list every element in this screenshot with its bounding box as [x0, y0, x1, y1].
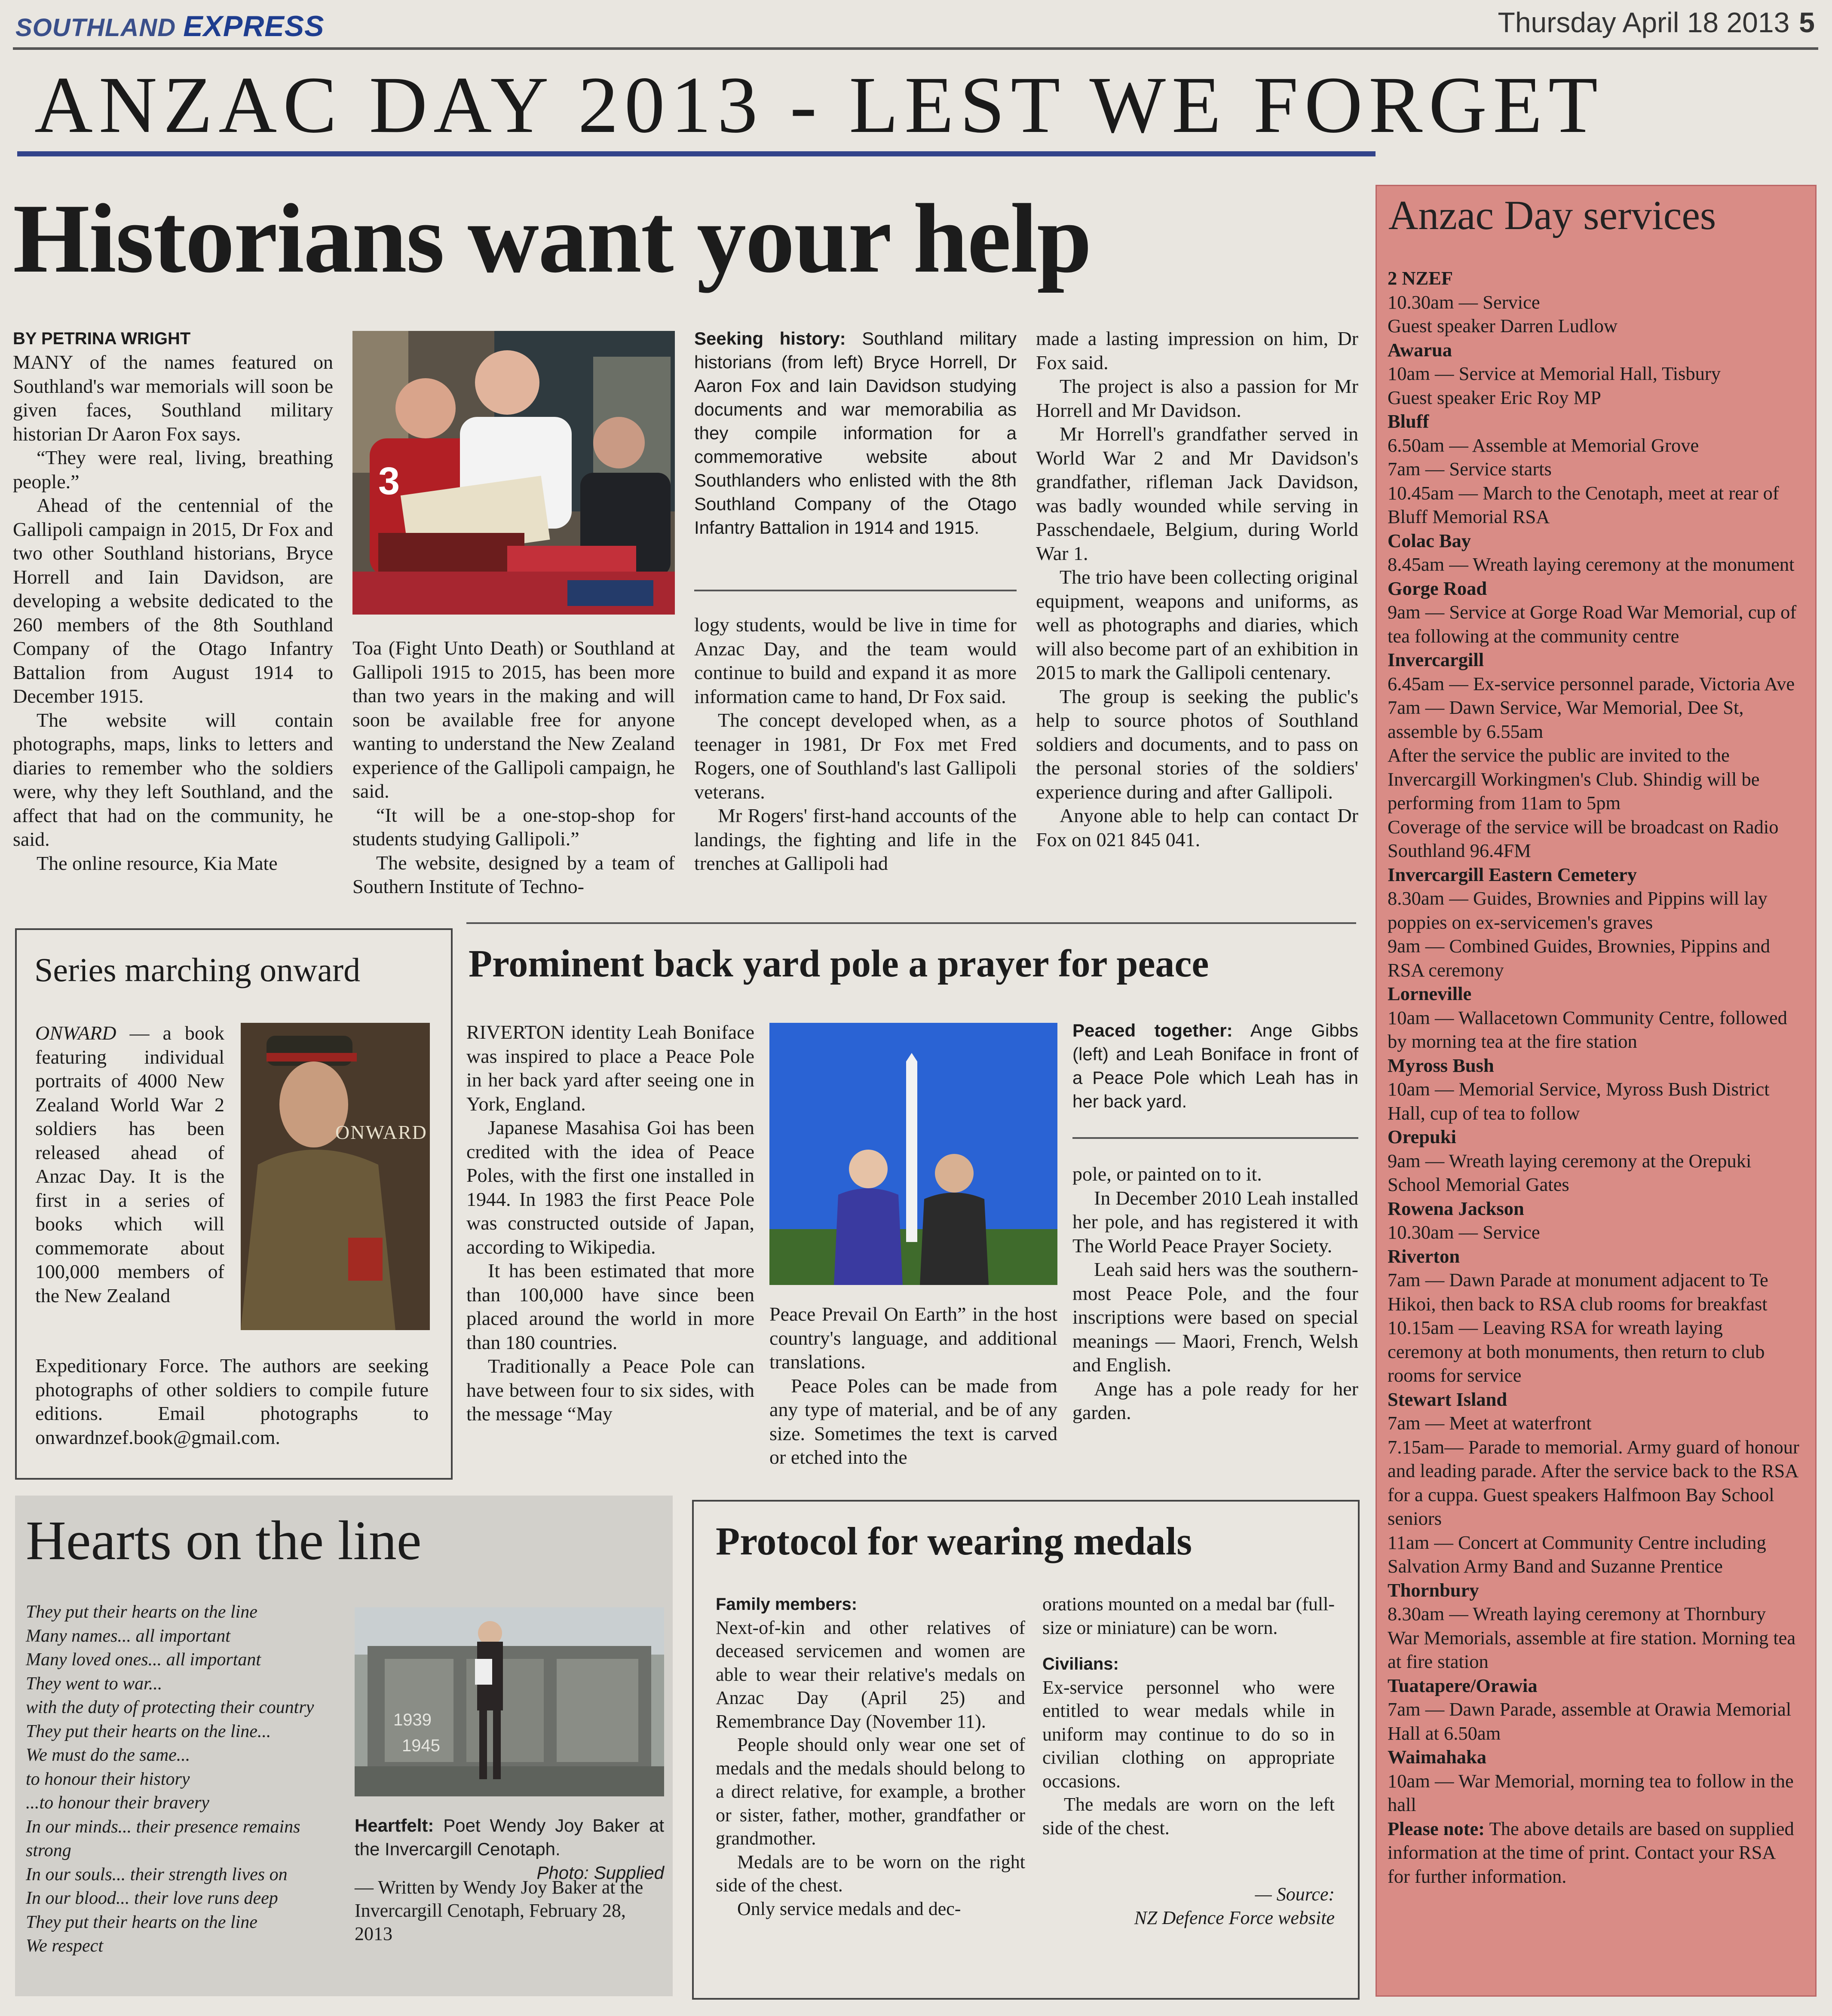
paragraph: Peace Poles can be made from any type of material, and be of any size. Sometimes the text is carved or etched into the: [769, 1374, 1057, 1468]
service-location: Awarua: [1388, 339, 1452, 361]
poem-line: They put their hearts on the line...: [26, 1721, 271, 1741]
service-line: 8.45am — Wreath laying ceremony at the monument: [1388, 554, 1795, 575]
paragraph: pole, or painted on to it.: [1072, 1163, 1262, 1185]
paragraph: Mr Horrell's grandfather served in World War 2 and Mr Davidson's grandfather, rifleman Jack Davidson, was badly wounded while serving in Passchendaele, Belgium, during World War 1.: [1036, 423, 1358, 564]
paragraph: The group is seeking the public's help to source photos of Southland soldiers and documents, and to pass on the personal stories of the soldiers' experience during and after Gallipoli.: [1036, 685, 1358, 803]
paragraph: Traditionally a Peace Pole can have between four to six sides, with the message “May: [466, 1355, 754, 1425]
caption-text: Southland military historians (from left) Bryce Horrell, Dr Aaron Fox and Iain Davidson studying documents and war memorabilia as they compile information for a commemorative website about Southlanders who enlisted with the 8th Southland Company of the Otago Infantry Battalion in 1914 and 1915.: [694, 328, 1017, 538]
service-location: Rowena Jackson: [1388, 1197, 1524, 1219]
service-location: Tuatapere/Orawia: [1388, 1674, 1538, 1696]
poem-line: In our blood... their love runs deep: [26, 1888, 278, 1908]
paragraph: The medals are worn on the left side of the chest.: [1042, 1794, 1335, 1839]
service-line: 7am — Dawn Service, War Memorial, Dee St, assemble by 6.55am: [1388, 697, 1744, 742]
service-location: Myross Bush: [1388, 1054, 1494, 1076]
service-location: Gorge Road: [1388, 577, 1487, 599]
peace-column-1: [466, 1020, 754, 1426]
note-text: The above details are based on supplied information at the time of print. Contact your RSA for further information.: [1388, 1817, 1794, 1887]
series-text: — a book featuring individual portraits of 4000 New Zealand World War 2 soldiers has been released ahead of Anzac Day. It is the first in a series of books which will commemorate about 100,000 members of the New Zealand: [35, 1022, 224, 1306]
byline: BY PETRINA WRIGHT: [13, 329, 191, 348]
service-location: Orepuki: [1388, 1126, 1456, 1147]
poem-line: Many loved ones... all important: [26, 1650, 261, 1670]
service-line: 10am — War Memorial, morning tea to follow in the hall: [1388, 1770, 1794, 1815]
service-location: Riverton: [1388, 1245, 1460, 1267]
service-entry: [1388, 1197, 1800, 1245]
book-cover-title: ONWARD: [335, 1121, 427, 1143]
service-line: 8.30am — Guides, Brownies and Pippins will lay poppies on ex-servicemen's graves: [1388, 887, 1768, 933]
paragraph: The website will contain photographs, maps, links to letters and diaries to remember who the soldiers were, why they left Southland, and the affect that had on the community, he said.: [13, 709, 333, 850]
peace-pole-photo: [769, 1023, 1057, 1285]
poem-line: We must do the same...: [26, 1745, 190, 1765]
caption-text: Poet Wendy Joy Baker at the Invercargill Cenotaph.: [355, 1815, 664, 1859]
service-location: Colac Bay: [1388, 529, 1471, 551]
service-entry: [1388, 1674, 1800, 1746]
service-entry: [1388, 1388, 1800, 1579]
peace-column-2: [769, 1302, 1057, 1469]
paragraph: MANY of the names featured on Southland's war memorials will soon be given faces, Southland military historian Dr Aaron Fox says.: [13, 351, 333, 445]
paragraph: The project is also a passion for Mr Horrell and Mr Davidson.: [1036, 375, 1358, 421]
paragraph: Medals are to be worn on the right side of the chest.: [716, 1851, 1025, 1896]
service-line: 7.15am— Parade to memorial. Army guard of honour and leading parade. After the service back to the RSA for a cuppa. Guest speakers Halfmoon Bay School seniors: [1388, 1436, 1799, 1529]
main-headline: Historians want your help: [13, 184, 1091, 293]
service-entry: [1388, 1745, 1800, 1817]
poem-line: In our minds... their presence remains strong: [26, 1817, 300, 1860]
caption-label: Seeking history:: [694, 328, 846, 349]
cenotaph-art: [355, 1607, 664, 1796]
service-line: 7am — Meet at waterfront: [1388, 1412, 1592, 1434]
poem-line: ...to honour their bravery: [26, 1793, 209, 1813]
paragraph: Japanese Masahisa Goi has been credited with the idea of Peace Poles, with the first one installed in 1944. In 1983 the first Peace Pole was constructed outside of Japan, according to Wikipedia.: [466, 1117, 754, 1258]
series-text-narrow: [35, 1021, 224, 1307]
service-entry: [1388, 529, 1800, 577]
paragraph: RIVERTON identity Leah Boniface was inspired to place a Peace Pole in her back yard after seeing one in York, England.: [466, 1021, 754, 1115]
service-location: Bluff: [1388, 410, 1429, 432]
service-location: Stewart Island: [1388, 1388, 1507, 1410]
service-line: 10am — Service at Memorial Hall, Tisbury: [1388, 363, 1721, 384]
service-line: 10.30am — Service: [1388, 291, 1540, 313]
paragraph: Next-of-kin and other relatives of deceased servicemen and women are able to wear their relative's medals on Anzac Day (April 25) and Remembrance Day (November 11).: [716, 1617, 1025, 1732]
section-divider: [466, 922, 1356, 924]
issue-date: Thursday April 18 2013: [1498, 6, 1790, 38]
banner-rule: [17, 151, 1376, 156]
poem: [26, 1600, 344, 1958]
main-column-2: [352, 636, 675, 899]
poem-line: They went to war...: [26, 1673, 162, 1694]
service-line: 11am — Concert at Community Centre including Salvation Army Band and Suzanne Prentice: [1388, 1531, 1766, 1577]
hearts-caption: [355, 1814, 664, 1884]
paragraph: Mr Rogers' first-hand accounts of the landings, the fighting and life in the trenches at Gallipoli had: [694, 805, 1017, 874]
poem-line: Many names... all important: [26, 1626, 230, 1646]
service-line: Guest speaker Eric Roy MP: [1388, 386, 1601, 408]
caption-text: Ange Gibbs (left) and Leah Boniface in front of a Peace Pole which Leah has in her back yard.: [1072, 1020, 1358, 1111]
svg-text:3: 3: [378, 460, 400, 503]
service-line: Guest speaker Darren Ludlow: [1388, 315, 1618, 337]
service-entry: [1388, 266, 1800, 338]
series-text-wide: Expeditionary Force. The authors are seeking photographs of other soldiers to compile future editions. Email photographs to onwardnzef.book@gmail.com.: [35, 1355, 429, 1448]
service-location: Thornbury: [1388, 1579, 1479, 1601]
service-location: Invercargill Eastern Cemetery: [1388, 863, 1637, 885]
newspaper-logo: SOUTHLAND EXPRESS: [15, 10, 325, 43]
hearts-title: Hearts on the line: [26, 1510, 422, 1572]
service-entry: [1388, 577, 1800, 649]
poem-line: with the duty of protecting their country: [26, 1698, 314, 1717]
paragraph: Anyone able to help can contact Dr Fox on 021 845 041.: [1036, 805, 1358, 850]
paragraph: Toa (Fight Unto Death) or Southland at Gallipoli 1915 to 2015, has been more than two years in the making and will soon be available free for anyone wanting to understand the New Zealand experience of the Gallipoli campaign, he said.: [352, 637, 675, 802]
paragraph: Only service medals and dec-: [737, 1898, 961, 1919]
subheading-family: Family members:: [716, 1595, 858, 1614]
plaque-year-end: 1945: [402, 1736, 440, 1755]
peace-pole-art: [769, 1023, 1057, 1285]
paragraph: The website, designed by a team of Southern Institute of Techno-: [352, 851, 675, 897]
service-line: 9am — Combined Guides, Brownies, Pippins and RSA ceremony: [1388, 935, 1770, 981]
note-label: Please note:: [1388, 1817, 1485, 1839]
paragraph: It has been estimated that more than 100,000 have since been placed around the world in more than 180 countries.: [466, 1260, 754, 1353]
poem-line: In our souls... their strength lives on: [26, 1864, 288, 1884]
medals-title: Protocol for wearing medals: [716, 1519, 1192, 1563]
paragraph: logy students, would be live in time for Anzac Day, and the team would continue to build and expand it as more information came to hand, Dr Fox said.: [694, 614, 1017, 707]
section-banner: ANZAC DAY 2013 - LEST WE FORGET: [34, 60, 1604, 150]
paragraph: The concept developed when, as a teenager in 1981, Dr Fox met Fred Rogers, one of Southland's last Gallipoli veterans.: [694, 709, 1017, 803]
subheading-civilians: Civilians:: [1042, 1655, 1119, 1673]
service-entry: [1388, 1245, 1800, 1388]
main-column-3: [694, 613, 1017, 875]
medals-column-2: [1042, 1593, 1335, 1930]
service-entry: [1388, 982, 1800, 1054]
peace-caption: [1072, 1019, 1358, 1113]
book-title-italic: ONWARD: [35, 1022, 116, 1044]
historians-photo-art: [352, 331, 675, 615]
peace-column-3: [1072, 1162, 1358, 1425]
photo-credit: Photo: Supplied: [536, 1863, 664, 1883]
paragraph: “It will be a one-stop-shop for students studying Gallipoli.”: [352, 804, 675, 850]
service-line: 6.45am — Ex-service personnel parade, Victoria Ave: [1388, 673, 1795, 694]
paragraph: orations mounted on a medal bar (full-size or miniature) can be worn.: [1042, 1594, 1335, 1638]
paragraph: The trio have been collecting original equipment, weapons and uniforms, as well as photographs and diaries, which will also become part of an exhibition in 2015 to mark the Gallipoli centenary.: [1036, 566, 1358, 683]
service-location: Lorneville: [1388, 983, 1472, 1004]
service-line: 9am — Wreath laying ceremony at the Orepuki School Memorial Gates: [1388, 1150, 1752, 1195]
paragraph: Leah said hers was the southern-most Peace Pole, and the four inscriptions were based on special meanings — Maori, French, Welsh and English.: [1072, 1258, 1358, 1376]
service-entry: [1388, 1054, 1800, 1126]
paragraph: “They were real, living, breathing people.”: [13, 447, 333, 493]
service-line: 10.30am — Service: [1388, 1221, 1540, 1243]
source-name: NZ Defence Force website: [1134, 1907, 1335, 1928]
service-line: 8.30am — Wreath laying ceremony at Thornbury War Memorials, assemble at fire station. Morning tea at fire station: [1388, 1603, 1796, 1672]
caption-rule: [694, 590, 1017, 591]
historians-caption: [694, 327, 1017, 539]
poem-line: We respect: [26, 1936, 103, 1956]
service-line: 7am — Dawn Parade, assemble at Orawia Memorial Hall at 6.50am: [1388, 1698, 1792, 1744]
service-location: 2 NZEF: [1388, 267, 1453, 289]
service-line: 7am — Dawn Parade at monument adjacent to Te Hikoi, then back to RSA club rooms for breakfast: [1388, 1269, 1768, 1315]
paragraph: Peace Prevail On Earth” in the host country's language, and additional translations.: [769, 1303, 1057, 1373]
paragraph: Ange has a pole ready for her garden.: [1072, 1377, 1358, 1423]
paragraph: In December 2010 Leah installed her pole, and has registered it with The World Peace Prayer Society.: [1072, 1187, 1358, 1257]
poem-line: They put their hearts on the line: [26, 1912, 257, 1932]
poem-line: to honour their history: [26, 1769, 190, 1789]
paragraph: Ex-service personnel who were entitled to wear medals while in uniform may continue to do so in civilian clothing on appropriate occasions.: [1042, 1676, 1335, 1792]
cenotaph-photo: [355, 1607, 664, 1796]
source-label: — Source:: [1255, 1884, 1335, 1905]
service-location: Invercargill: [1388, 649, 1484, 670]
service-entry: [1388, 410, 1800, 529]
service-line: 10.15am — Leaving RSA for wreath laying ceremony at both monuments, then return to club rooms for service: [1388, 1317, 1765, 1386]
historians-photo: [352, 331, 675, 615]
service-entry: [1388, 338, 1800, 410]
book-cover-image: [241, 1023, 430, 1330]
paragraph: People should only wear one set of medals and the medals should belong to a direct relative, for example, a brother or sister, father, mother, grandfather or grandmother.: [716, 1734, 1025, 1849]
page-number: 5: [1799, 6, 1815, 38]
medals-column-1: [716, 1593, 1025, 1921]
poem-line: They put their hearts on the line: [26, 1602, 257, 1622]
caption-label: Heartfelt:: [355, 1815, 434, 1836]
service-entry: [1388, 863, 1800, 982]
plaque-year-start: 1939: [393, 1710, 432, 1729]
poem-credit: — Written by Wendy Joy Baker at the Invercargill Cenotaph, February 28, 2013: [355, 1877, 643, 1944]
service-location: Waimahaka: [1388, 1746, 1486, 1768]
caption-rule: [1072, 1137, 1358, 1139]
book-cover-art: [241, 1023, 430, 1330]
service-note: [1388, 1817, 1800, 1889]
service-line: 6.50am — Assemble at Memorial Grove: [1388, 434, 1699, 456]
paragraph: made a lasting impression on him, Dr Fox said.: [1036, 327, 1358, 373]
service-line: Coverage of the service will be broadcast on Radio Southland 96.4FM: [1388, 816, 1779, 861]
paragraph: The online resource, Kia Mate: [37, 852, 278, 874]
service-entry: [1388, 1125, 1800, 1197]
caption-label: Peaced together:: [1072, 1020, 1233, 1040]
service-line: 9am — Service at Gorge Road War Memorial, cup of tea following at the community centre: [1388, 601, 1797, 647]
main-column-4: [1036, 327, 1358, 851]
series-title: Series marching onward: [34, 951, 361, 988]
dateline: [1498, 6, 1815, 39]
service-line: 10am — Wallacetown Community Centre, followed by morning tea at the fire station: [1388, 1006, 1787, 1052]
service-line: 10.45am — March to the Cenotaph, meet at rear of Bluff Memorial RSA: [1388, 482, 1779, 527]
paragraph: Ahead of the centennial of the Gallipoli campaign in 2015, Dr Fox and two other Southland historians, Bryce Horrell and Iain Davidson, are developing a website dedicated to the 260 members of the 8th Southland Company of the Otago Infantry Battalion from August 1914 to December 1915.: [13, 494, 333, 707]
service-line: 10am — Memorial Service, Myross Bush District Hall, cup of tea to follow: [1388, 1078, 1770, 1124]
service-line: 7am — Service starts: [1388, 458, 1552, 480]
services-title: Anzac Day services: [1388, 192, 1716, 238]
peace-headline: Prominent back yard pole a prayer for peace: [469, 942, 1209, 985]
service-entry: [1388, 648, 1800, 863]
services-list: [1388, 266, 1800, 1888]
service-line: After the service the public are invited to the Invercargill Workingmen's Club. Shindig will be performing from 11am to 5pm: [1388, 744, 1760, 814]
main-column-1: [13, 350, 333, 875]
service-entry: [1388, 1579, 1800, 1674]
